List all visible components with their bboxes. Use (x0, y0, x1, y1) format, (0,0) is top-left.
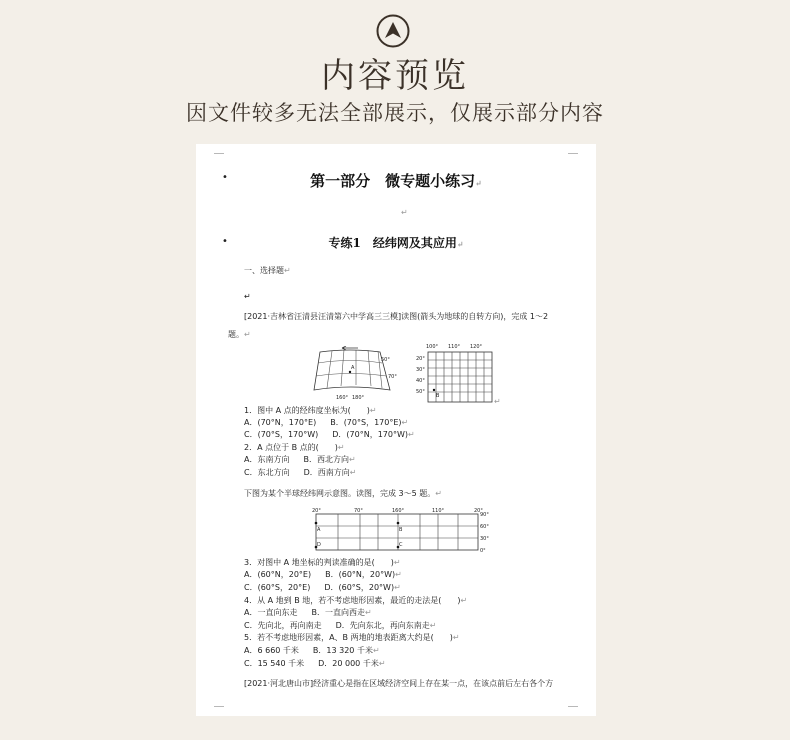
preview-header (0, 0, 790, 140)
section-title: 专练1 经纬网及其应用↵ (328, 236, 464, 250)
fig2-left-label: 30° (416, 367, 425, 373)
fig3-right-label: 60° (480, 524, 489, 530)
up-arrow-circle-icon (376, 14, 410, 48)
bullet: • (222, 236, 228, 247)
fig3-right-label: 90° (480, 512, 489, 518)
question-5-options-ab: A．6 660 千米 B．13 320 千米↵ (244, 646, 380, 655)
question-5: 5．若不考虑地形因素，A、B 两地的地表距离大约是( )↵ (244, 633, 460, 642)
fig3-point-label: D (317, 542, 321, 548)
question-2-options-ab: A．东南方向 B．西北方向↵ (244, 455, 356, 464)
fig1-point-label: A (351, 365, 355, 371)
fig3-top-label: 20° (312, 508, 321, 514)
lat-long-grid-figure-3 (308, 506, 498, 556)
fig1-lat-label: 70° (388, 374, 397, 380)
question-4: 4．从 A 地到 B 地，若不考虑地形因素，最近的走法是( )↵ (244, 596, 468, 605)
corner-mark (568, 706, 578, 716)
fig3-point-label: A (317, 527, 321, 533)
empty-paragraph: ↵ (401, 208, 408, 217)
fig3-point-label: B (399, 527, 403, 533)
fig1-lon-label: 180° (352, 395, 365, 401)
document-preview (196, 144, 596, 716)
section-label: 一、选择题↵ (244, 266, 291, 275)
fig2-left-label: 50° (416, 389, 425, 395)
question-1: 1．图中 A 点的经纬度坐标为( )↵ (244, 406, 377, 415)
page-title: 内容预览 (321, 56, 469, 96)
corner-mark (214, 706, 224, 716)
fig3-right-label: 30° (480, 536, 489, 542)
question-4-options-cd: C．先向北，再向南走 D．先向东北，再向东南走↵ (244, 621, 437, 630)
question-2-options-cd: C．东北方向 D．西南方向↵ (244, 468, 357, 477)
lat-long-grid-figure-1 (308, 346, 404, 402)
corner-mark (214, 144, 224, 154)
fig3-top-label: 160° (392, 508, 405, 514)
bullet: • (222, 172, 228, 183)
question-1-options-cd: C．(70°S，170°W) D．(70°N，170°W)↵ (244, 430, 415, 439)
fig2-point-label: B (436, 393, 440, 399)
lat-long-grid-figure-2 (412, 342, 502, 406)
page-subtitle: 因文件较多无法全部展示，仅展示部分内容 (186, 101, 604, 125)
question-3: 3．对图中 A 地坐标的判读准确的是( )↵ (244, 558, 401, 567)
question-intro-1-cont: 题。↵ (228, 330, 251, 339)
fig3-top-label: 20° (474, 508, 483, 514)
fig3-point-label: C (399, 542, 403, 548)
fig2-left-label: 20° (416, 356, 425, 362)
question-2: 2．A 点位于 B 点的( )↵ (244, 443, 345, 452)
question-intro-2: 下图为某个半球经纬网示意图。读图，完成 3～5 题。↵ (244, 489, 442, 498)
question-4-options-ab: A．一直向东走 B．一直向西走↵ (244, 608, 372, 617)
fig2-top-label: 120° (470, 344, 483, 350)
return-mark: ↵ (494, 397, 501, 406)
fig2-top-label: 110° (448, 344, 461, 350)
part-title: 第一部分 微专题小练习↵ (310, 172, 482, 190)
fig3-top-label: 110° (432, 508, 445, 514)
fig3-top-label: 70° (354, 508, 363, 514)
question-3-options-ab: A．(60°N，20°E) B．(60°N，20°W)↵ (244, 570, 402, 579)
question-intro-1: [2021·吉林省汪清县汪清第六中学高三三模]读图(箭头为地球的自转方向)，完成 1～2 (244, 312, 549, 321)
fig3-right-label: 0° (480, 548, 486, 554)
fig2-left-label: 40° (416, 378, 425, 384)
empty-paragraph: ↵ (244, 292, 251, 301)
corner-mark (568, 144, 578, 154)
fig1-lon-label: 160° (336, 395, 349, 401)
question-intro-3: [2021·河北唐山市]经济重心是指在区域经济空间上存在某一点，在该点前后左右各个方 (244, 679, 554, 688)
question-5-options-cd: C．15 540 千米 D．20 000 千米↵ (244, 659, 386, 668)
fig1-lat-label: 50° (381, 357, 390, 363)
question-3-options-cd: C．(60°S，20°E) D．(60°S，20°W)↵ (244, 583, 401, 592)
question-1-options-ab: A．(70°N，170°E) B．(70°S，170°E)↵ (244, 418, 409, 427)
fig2-top-label: 100° (426, 344, 439, 350)
